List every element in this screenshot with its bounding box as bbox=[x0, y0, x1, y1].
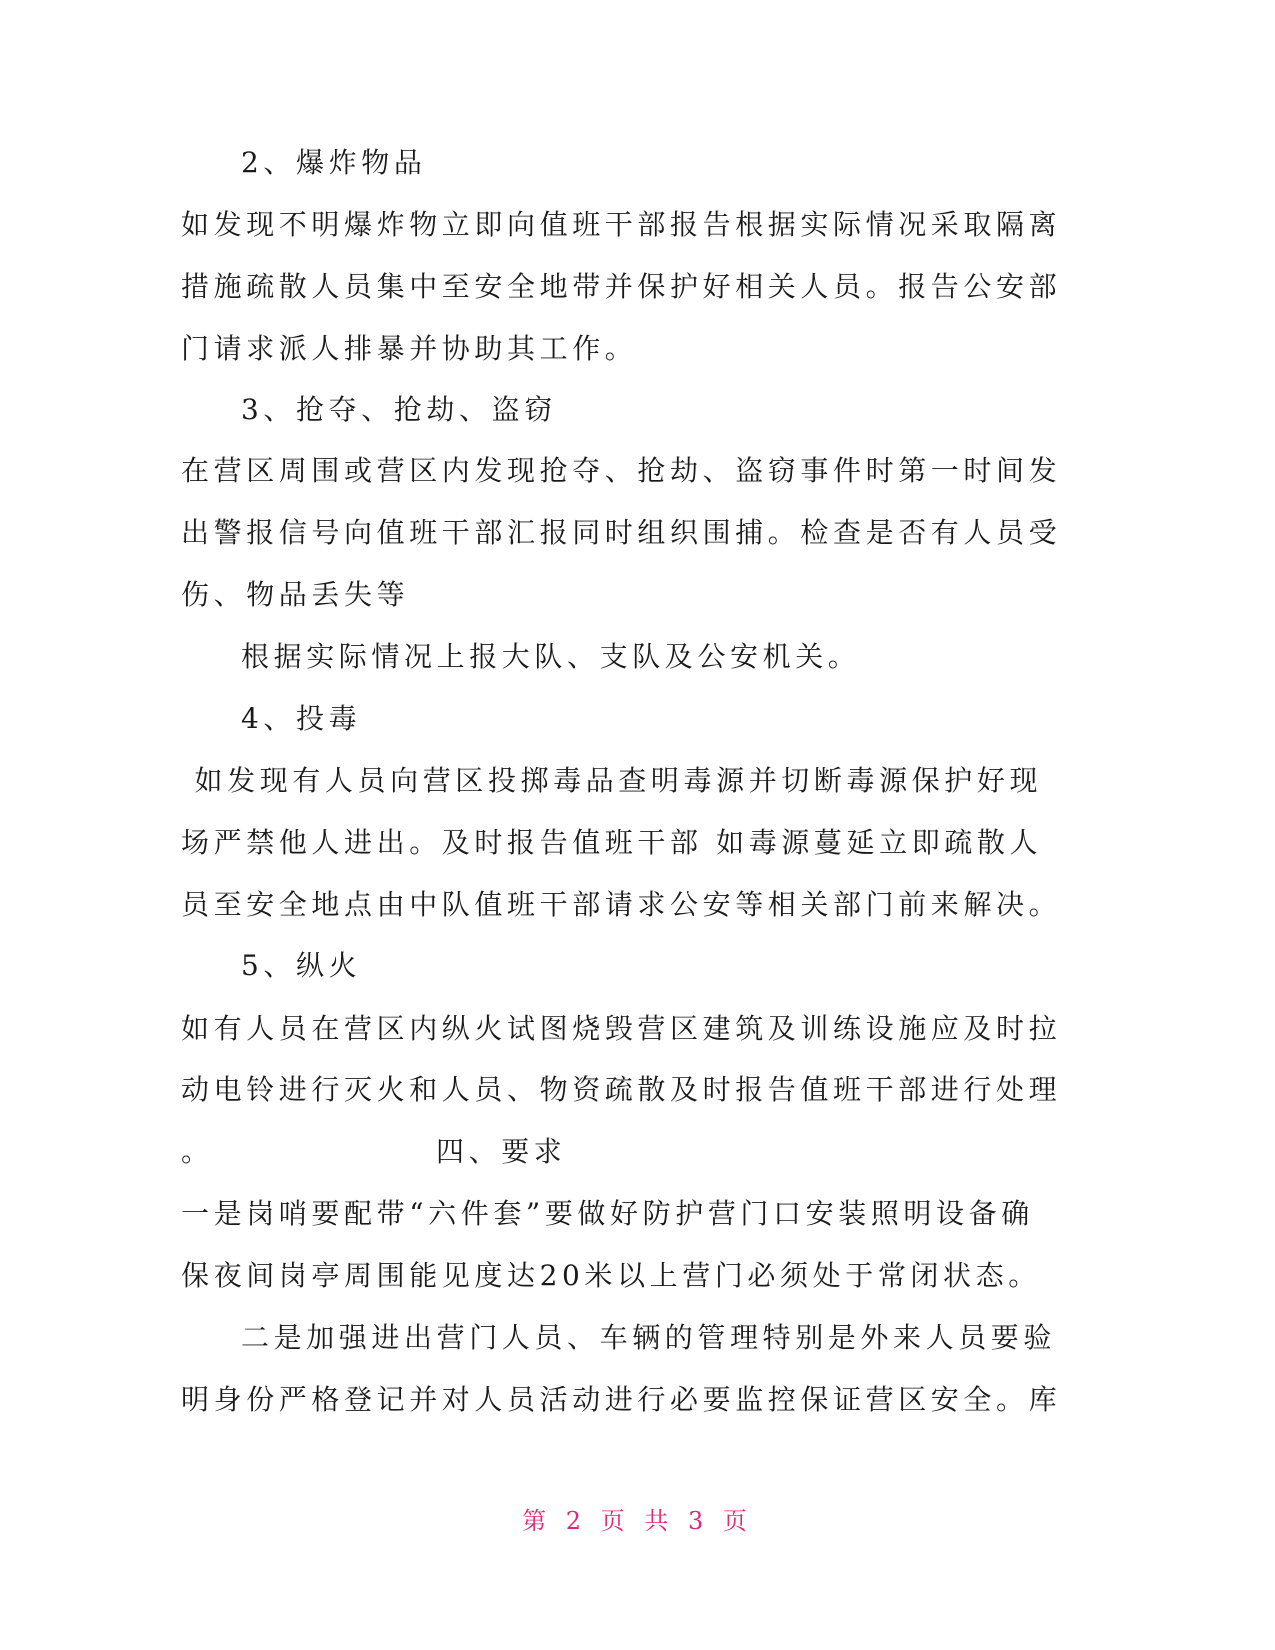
paragraph-line: 明身份严格登记并对人员活动进行必要监控保证营区安全。库 bbox=[181, 1383, 1062, 1416]
paragraph-line: 如发现不明爆炸物立即向值班干部报告根据实际情况采取隔离 bbox=[181, 208, 1062, 241]
paragraph-line: 如有人员在营区内纵火试图烧毁营区建筑及训练设施应及时拉 bbox=[181, 1012, 1062, 1045]
paragraph-line: 在营区周围或营区内发现抢夺、抢劫、盗窃事件时第一时间发 bbox=[181, 454, 1062, 487]
paragraph-line: 保夜间岗亭周围能见度达20米以上营门必须处于常闭状态。 bbox=[181, 1259, 1041, 1292]
heading-requirements: 四、要求 bbox=[436, 1135, 567, 1168]
paragraph-line: 措施疏散人员集中至安全地带并保护好相关人员。报告公安部 bbox=[181, 270, 1062, 303]
paragraph-line: 一是岗哨要配带“六件套”要做好防护营门口安装照明设备确 bbox=[181, 1197, 1034, 1230]
heading-explosives: 2、爆炸物品 bbox=[241, 146, 427, 179]
page-number-footer: 第 2 页 共 3 页 bbox=[522, 1507, 753, 1535]
paragraph-line: 动电铃进行灭火和人员、物资疏散及时报告值班干部进行处理 bbox=[181, 1073, 1062, 1106]
paragraph-line: 如发现有人员向营区投掷毒品查明毒源并切断毒源保护好现 bbox=[181, 764, 1043, 797]
heading-poisoning: 4、投毒 bbox=[241, 702, 362, 735]
heading-robbery: 3、抢夺、抢劫、盗窃 bbox=[241, 393, 557, 426]
paragraph-line: 场严禁他人进出。及时报告值班干部 如毒源蔓延立即疏散人 bbox=[181, 826, 1043, 859]
paragraph-line: 根据实际情况上报大队、支队及公安机关。 bbox=[241, 640, 861, 673]
heading-arson: 5、纵火 bbox=[241, 949, 362, 982]
paragraph-line: 门请求派人排暴并协助其工作。 bbox=[181, 332, 638, 365]
paragraph-line: 员至安全地点由中队值班干部请求公安等相关部门前来解决。 bbox=[181, 888, 1062, 921]
paragraph-line: 。 bbox=[181, 1135, 214, 1168]
paragraph-line: 二是加强进出营门人员、车辆的管理特别是外来人员要验 bbox=[241, 1321, 1057, 1354]
paragraph-line: 伤、物品丢失等 bbox=[181, 578, 410, 611]
paragraph-line: 出警报信号向值班干部汇报同时组织围捕。检查是否有人员受 bbox=[181, 516, 1062, 549]
